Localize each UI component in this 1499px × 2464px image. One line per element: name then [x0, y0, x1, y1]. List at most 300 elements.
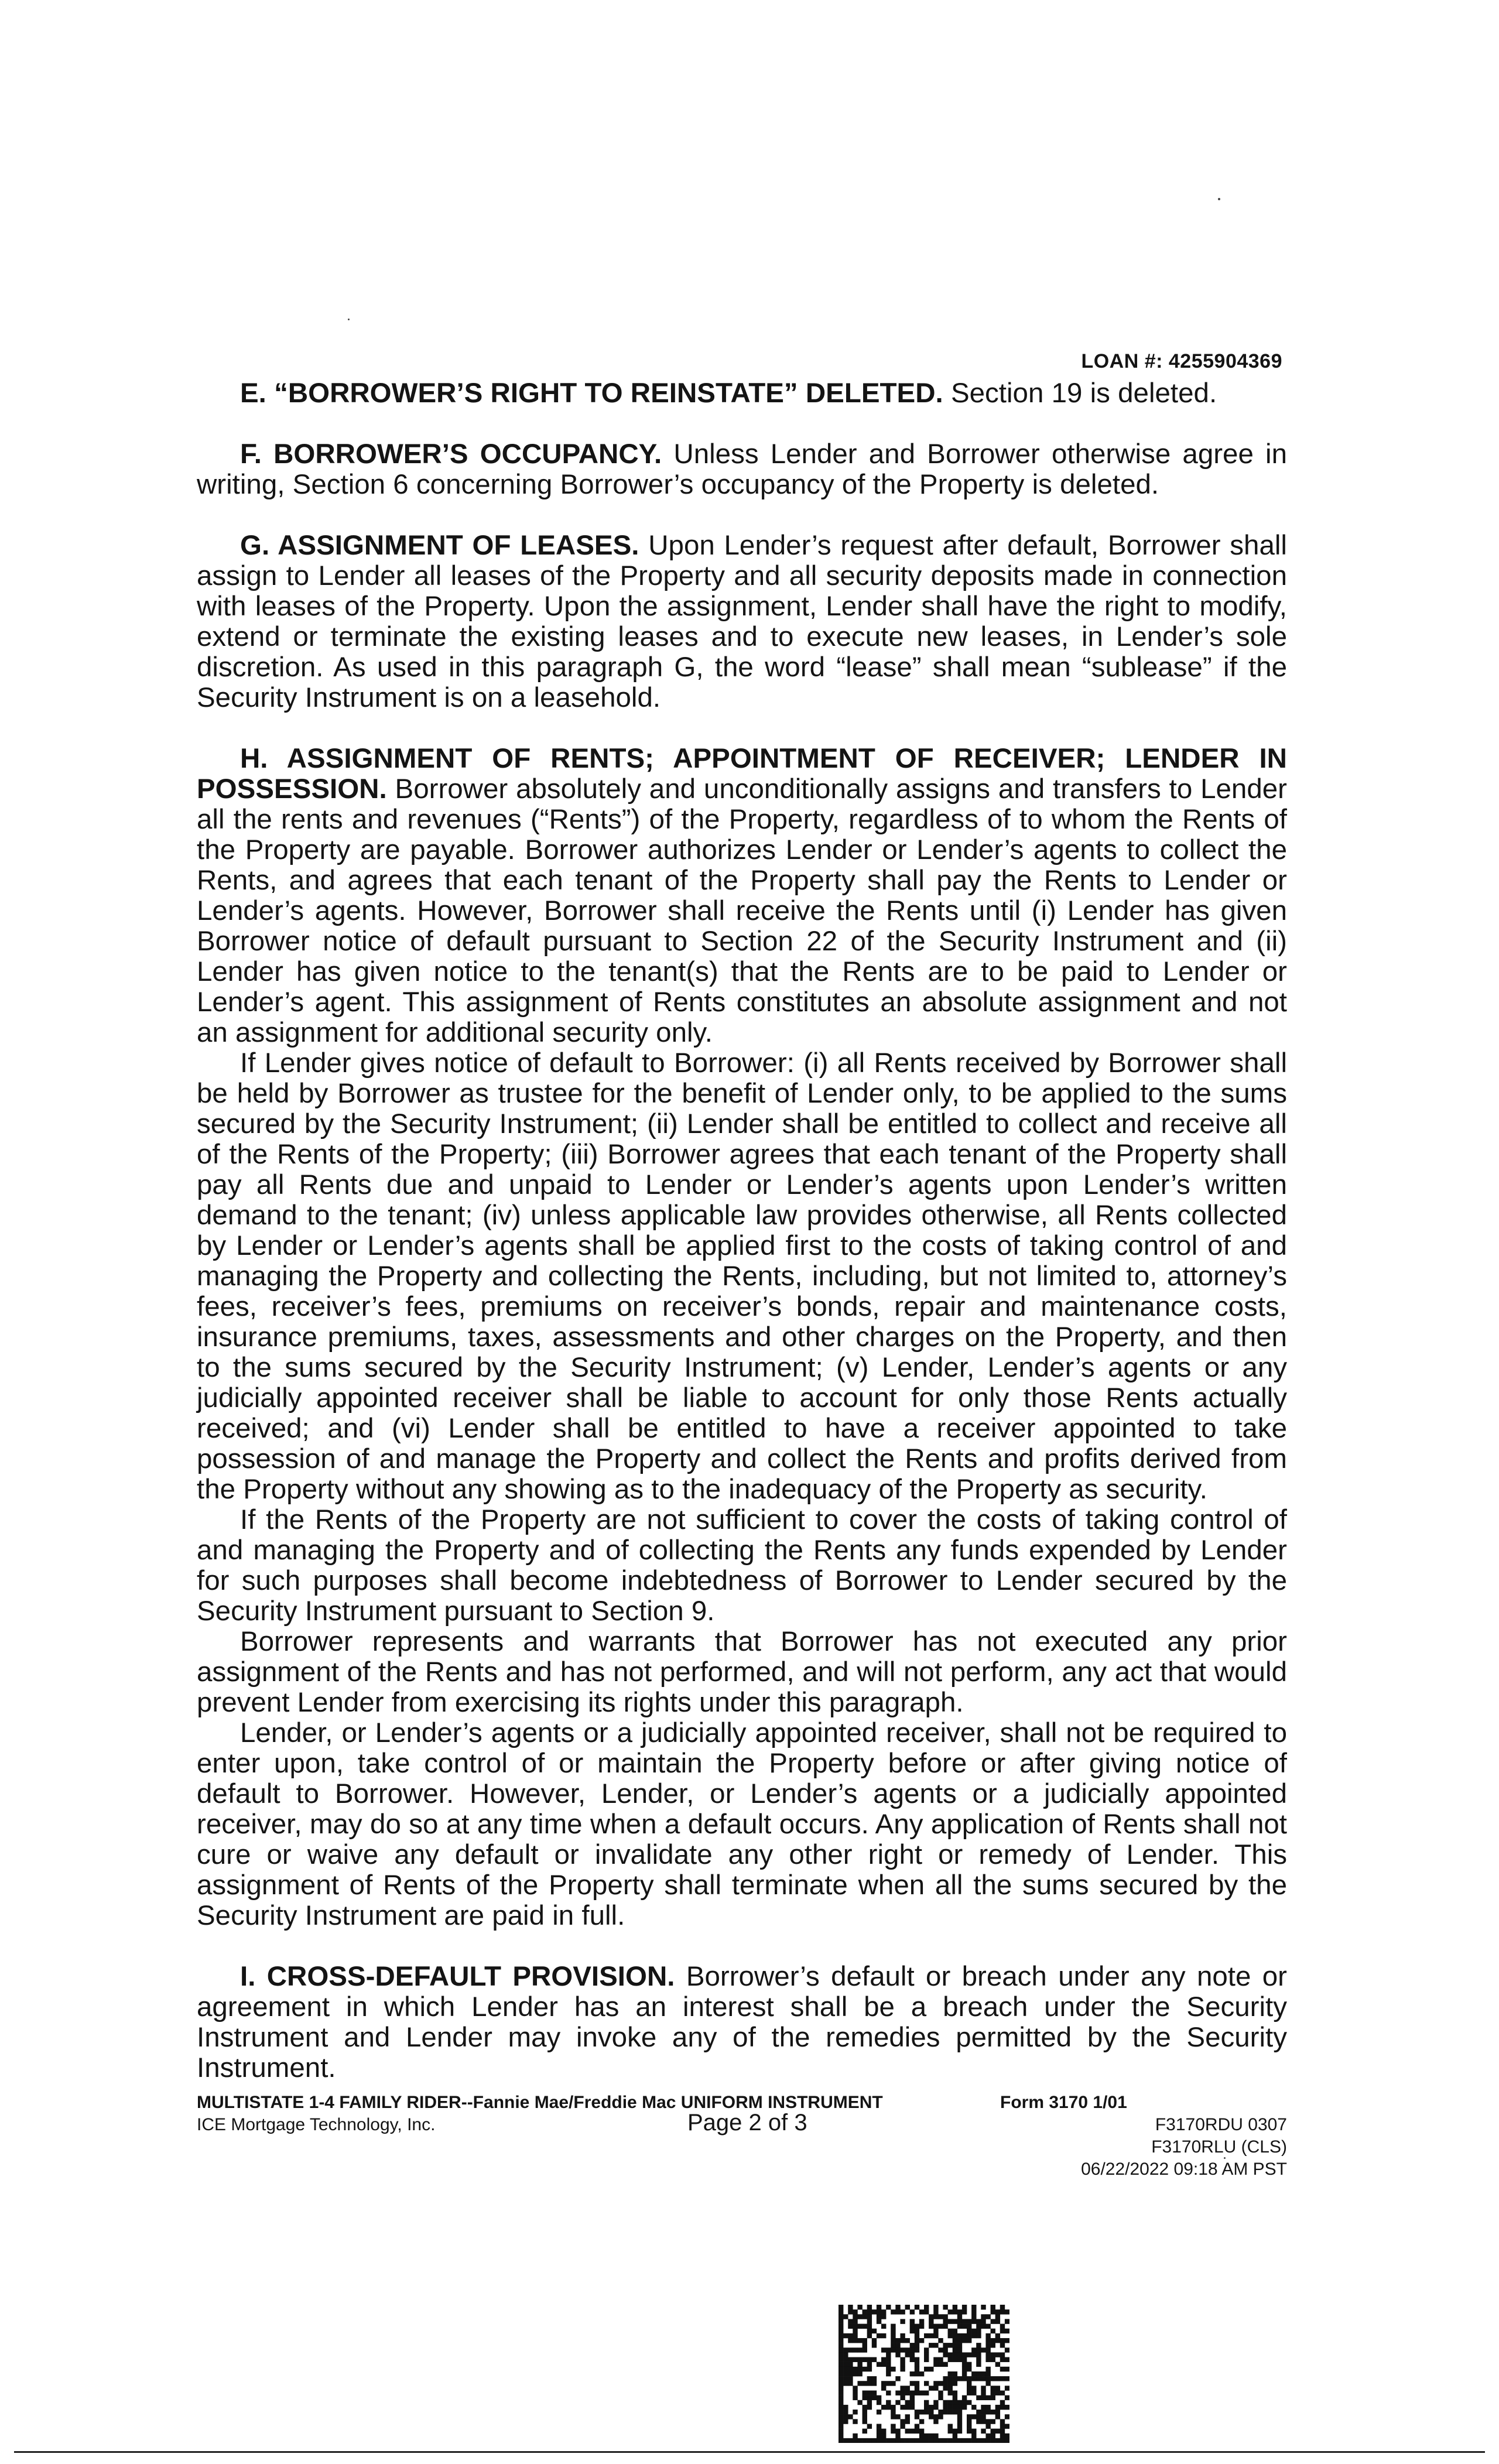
barcode-module — [910, 2400, 915, 2405]
barcode-module — [1005, 2329, 1009, 2333]
barcode-module — [953, 2429, 957, 2434]
barcode-module — [938, 2314, 943, 2319]
barcode-module — [943, 2305, 947, 2309]
barcode-module — [985, 2434, 990, 2438]
barcode-module — [867, 2324, 872, 2329]
barcode-module — [967, 2333, 971, 2338]
barcode-module — [933, 2419, 938, 2424]
barcode-module — [910, 2329, 915, 2333]
barcode-module — [971, 2333, 976, 2338]
barcode-module — [910, 2319, 915, 2323]
barcode-module — [915, 2429, 919, 2434]
barcode-module — [967, 2419, 971, 2424]
barcode-module — [905, 2352, 910, 2357]
barcode-module — [957, 2314, 962, 2319]
barcode-module — [915, 2390, 919, 2395]
barcode-module — [957, 2343, 962, 2347]
section-h-paragraph-2: If Lender gives notice of default to Borrower: (i) all Rents received by Borrower shall be held by Borrower as trustee for the benefit of Lender only, to be applied to the sums secured by the Security Instrument; (ii) Lender shall be entitled to collect and receive all of the Rents of the Property; (iii) Borrower agrees that each tenant of the Property shall pay all Rents due and unpaid to Lender or Lender’s agents upon Lender’s written demand to the tenant; (iv) unless applicable law provides otherwise, all Rents collected by Lender or Lender’s agents shall be applied first to the costs of taking control of and managing the Property and collecting the Rents, including, but not limited to, attorney’s fees, receiver’s fees, premiums on receiver’s bonds, repair and maintenance costs, insurance premiums, taxes, assessments and other charges on the Property, and then to the sums secured by the Security Instrument; (v) Lender, Lender’s agents or any judicially appointed receiver shall be liable to account for only those Rents actually received; and (vi) Lender shall be entitled to have a receiver appointed to take possession of and manage the Property and collect the Rents and profits derived from the Property without any showing as to the inadequacy of the Property as security. — [197, 1048, 1287, 1505]
barcode-module — [881, 2333, 886, 2338]
barcode-module — [877, 2314, 881, 2319]
barcode-module — [943, 2343, 947, 2347]
barcode-module — [915, 2371, 919, 2376]
barcode-module — [962, 2357, 967, 2362]
barcode-module — [929, 2434, 933, 2438]
barcode-module — [938, 2357, 943, 2362]
barcode-module — [857, 2371, 862, 2376]
barcode-module — [957, 2347, 962, 2352]
barcode-module — [938, 2338, 943, 2343]
barcode-module — [962, 2371, 967, 2376]
barcode-module — [957, 2405, 962, 2410]
barcode-module — [895, 2414, 900, 2419]
barcode-module — [957, 2376, 962, 2381]
barcode-module — [895, 2390, 900, 2395]
barcode-module — [919, 2390, 924, 2395]
barcode-module — [839, 2347, 843, 2352]
barcode-module — [895, 2376, 900, 2381]
barcode-module — [857, 2338, 862, 2343]
barcode-module — [891, 2367, 895, 2371]
barcode-module — [863, 2367, 867, 2371]
barcode-module — [848, 2324, 853, 2329]
barcode-module — [848, 2309, 853, 2314]
barcode-module — [948, 2319, 953, 2323]
barcode-module — [843, 2352, 848, 2357]
barcode-module — [924, 2309, 929, 2314]
barcode-module — [933, 2357, 938, 2362]
barcode-module — [1000, 2309, 1005, 2314]
barcode-module — [886, 2305, 891, 2309]
barcode-module — [839, 2405, 843, 2410]
barcode-module — [886, 2352, 891, 2357]
barcode-module — [905, 2338, 910, 2343]
barcode-module — [919, 2410, 924, 2414]
barcode-module — [900, 2347, 905, 2352]
barcode-module — [848, 2438, 853, 2443]
barcode-module — [948, 2405, 953, 2410]
barcode-module — [948, 2381, 953, 2386]
barcode-module — [971, 2347, 976, 2352]
barcode-module — [900, 2405, 905, 2410]
loan-number: LOAN #: 4255904369 — [1081, 350, 1282, 372]
barcode-module — [981, 2314, 985, 2319]
barcode-module — [1005, 2395, 1009, 2400]
barcode-module — [863, 2395, 867, 2400]
barcode-module — [853, 2371, 857, 2376]
barcode-module — [872, 2329, 877, 2333]
barcode-module — [848, 2362, 853, 2367]
barcode-module — [995, 2429, 1000, 2434]
barcode-module — [919, 2324, 924, 2329]
barcode-module — [895, 2309, 900, 2314]
barcode-module — [948, 2357, 953, 2362]
barcode-module — [929, 2405, 933, 2410]
barcode-module — [991, 2376, 995, 2381]
barcode-module — [891, 2410, 895, 2414]
barcode-module — [900, 2438, 905, 2443]
barcode-module — [915, 2438, 919, 2443]
barcode-module — [938, 2362, 943, 2367]
barcode-module — [877, 2434, 881, 2438]
barcode-module — [948, 2410, 953, 2414]
barcode-module — [985, 2333, 990, 2338]
barcode-module — [971, 2438, 976, 2443]
barcode-module — [872, 2395, 877, 2400]
barcode-module — [967, 2424, 971, 2428]
barcode-module — [991, 2390, 995, 2395]
barcode-module — [915, 2347, 919, 2352]
barcode-module — [839, 2381, 843, 2386]
barcode-module — [853, 2314, 857, 2319]
barcode-module — [971, 2305, 976, 2309]
barcode-module — [900, 2362, 905, 2367]
barcode-module — [962, 2324, 967, 2329]
barcode-module — [953, 2352, 957, 2357]
barcode-module — [853, 2324, 857, 2329]
barcode-module — [872, 2376, 877, 2381]
section-e-heading: E. “BORROWER’S RIGHT TO REINSTATE” DELETED. — [240, 378, 943, 409]
barcode-module — [843, 2381, 848, 2386]
barcode-module — [976, 2319, 981, 2323]
barcode-module — [839, 2319, 843, 2323]
barcode-module — [933, 2405, 938, 2410]
barcode-module — [839, 2429, 843, 2434]
footer-page-number: Page 2 of 3 — [687, 2110, 807, 2136]
barcode-module — [981, 2386, 985, 2390]
barcode-module — [895, 2347, 900, 2352]
barcode-module — [957, 2429, 962, 2434]
barcode-module — [1005, 2367, 1009, 2371]
barcode-module — [853, 2386, 857, 2390]
section-e-text: Section 19 is deleted. — [943, 378, 1217, 409]
barcode-module — [995, 2319, 1000, 2323]
barcode-module — [877, 2429, 881, 2434]
barcode-module — [953, 2400, 957, 2405]
barcode-module — [1005, 2434, 1009, 2438]
barcode-module — [848, 2367, 853, 2371]
barcode-module — [848, 2347, 853, 2352]
barcode-module — [905, 2386, 910, 2390]
barcode-module — [953, 2333, 957, 2338]
barcode-module — [839, 2395, 843, 2400]
barcode-module — [839, 2390, 843, 2395]
barcode-module — [863, 2414, 867, 2419]
barcode-module — [924, 2434, 929, 2438]
barcode-module — [971, 2352, 976, 2357]
barcode-module — [867, 2381, 872, 2386]
barcode-module — [953, 2405, 957, 2410]
barcode-module — [1005, 2405, 1009, 2410]
barcode-module — [962, 2405, 967, 2410]
barcode-module — [976, 2357, 981, 2362]
barcode-module — [839, 2376, 843, 2381]
barcode-module — [910, 2343, 915, 2347]
barcode-module — [1000, 2429, 1005, 2434]
barcode-module — [1000, 2324, 1005, 2329]
barcode-module — [943, 2376, 947, 2381]
barcode-module — [900, 2386, 905, 2390]
barcode-module — [991, 2410, 995, 2414]
barcode-module — [948, 2429, 953, 2434]
section-h-paragraph-4: Borrower represents and warrants that Borrower has not executed any prior assignment of the Rents and has not performed, and will not perform, any act that would prevent Lender from exercising its rights under this paragraph. — [197, 1626, 1287, 1718]
barcode-module — [967, 2319, 971, 2323]
barcode-module — [967, 2338, 971, 2343]
barcode-module — [839, 2438, 843, 2443]
barcode-module — [900, 2319, 905, 2323]
barcode-module — [971, 2414, 976, 2419]
barcode-module — [929, 2324, 933, 2329]
barcode-module — [848, 2319, 853, 2323]
section-i — [197, 1962, 1287, 2083]
barcode-module — [953, 2319, 957, 2323]
barcode-module — [957, 2419, 962, 2424]
barcode-module — [976, 2376, 981, 2381]
barcode-module — [1000, 2390, 1005, 2395]
barcode-module — [863, 2429, 867, 2434]
barcode-module — [895, 2400, 900, 2405]
barcode-module — [915, 2338, 919, 2343]
section-g-heading: G. ASSIGNMENT OF LEASES. — [240, 530, 639, 561]
barcode-module — [943, 2319, 947, 2323]
barcode-module — [962, 2367, 967, 2371]
barcode-module — [843, 2314, 848, 2319]
barcode-module — [881, 2362, 886, 2367]
barcode-module — [995, 2314, 1000, 2319]
barcode-module — [957, 2338, 962, 2343]
barcode-module — [985, 2314, 990, 2319]
barcode-module — [1000, 2352, 1005, 2357]
barcode-module — [929, 2414, 933, 2419]
barcode-module — [924, 2405, 929, 2410]
barcode-module — [957, 2357, 962, 2362]
barcode-module — [953, 2371, 957, 2376]
barcode-module — [1005, 2438, 1009, 2443]
barcode-module — [881, 2429, 886, 2434]
barcode-module — [881, 2438, 886, 2443]
barcode-module — [948, 2371, 953, 2376]
barcode-module — [848, 2338, 853, 2343]
barcode-module — [881, 2405, 886, 2410]
barcode-module — [962, 2352, 967, 2357]
barcode-module — [857, 2400, 862, 2405]
footer-form-title: MULTISTATE 1-4 FAMILY RIDER--Fannie Mae/Freddie Mac UNIFORM INSTRUMENT — [197, 2093, 883, 2112]
form-footer — [197, 2092, 1287, 2191]
barcode-module — [891, 2405, 895, 2410]
barcode-module — [995, 2390, 1000, 2395]
barcode-module — [839, 2338, 843, 2343]
barcode-module — [910, 2438, 915, 2443]
barcode-module — [933, 2309, 938, 2314]
barcode-module — [853, 2309, 857, 2314]
barcode-module — [953, 2305, 957, 2309]
barcode-module — [957, 2414, 962, 2419]
barcode-module — [905, 2347, 910, 2352]
barcode-module — [981, 2390, 985, 2395]
barcode-module — [886, 2405, 891, 2410]
barcode-module — [848, 2381, 853, 2386]
barcode-module — [877, 2305, 881, 2309]
barcode-module — [895, 2343, 900, 2347]
barcode-module — [919, 2371, 924, 2376]
barcode-module — [1000, 2424, 1005, 2428]
barcode-module — [1000, 2367, 1005, 2371]
barcode-module — [985, 2376, 990, 2381]
barcode-module — [981, 2419, 985, 2424]
barcode-module — [891, 2424, 895, 2428]
barcode-module — [943, 2438, 947, 2443]
barcode-module — [843, 2405, 848, 2410]
barcode-module — [933, 2434, 938, 2438]
barcode-module — [985, 2371, 990, 2376]
section-f-heading: F. BORROWER’S OCCUPANCY. — [240, 439, 662, 470]
barcode-module — [891, 2429, 895, 2434]
barcode-module — [948, 2333, 953, 2338]
barcode-module — [943, 2386, 947, 2390]
barcode-module — [877, 2309, 881, 2314]
barcode-module — [948, 2390, 953, 2395]
barcode-module — [971, 2376, 976, 2381]
barcode-module — [962, 2395, 967, 2400]
barcode-module — [910, 2324, 915, 2329]
barcode-module — [839, 2367, 843, 2371]
barcode-module — [1005, 2319, 1009, 2323]
barcode-module — [919, 2429, 924, 2434]
barcode-module — [957, 2438, 962, 2443]
barcode-module — [976, 2419, 981, 2424]
barcode-module — [962, 2305, 967, 2309]
barcode-module — [848, 2376, 853, 2381]
barcode-module — [933, 2381, 938, 2386]
barcode-module — [985, 2381, 990, 2386]
barcode-module — [924, 2347, 929, 2352]
barcode-module — [867, 2357, 872, 2362]
barcode-module — [910, 2429, 915, 2434]
barcode-module — [938, 2438, 943, 2443]
barcode-module — [877, 2319, 881, 2323]
barcode-module — [881, 2347, 886, 2352]
barcode-module — [953, 2347, 957, 2352]
barcode-module — [895, 2438, 900, 2443]
barcode-module — [953, 2410, 957, 2414]
barcode-module — [981, 2305, 985, 2309]
barcode-module — [957, 2424, 962, 2428]
barcode-module — [891, 2338, 895, 2343]
barcode-module — [891, 2324, 895, 2329]
barcode-module — [1005, 2357, 1009, 2362]
barcode-module — [905, 2438, 910, 2443]
barcode-module — [891, 2414, 895, 2419]
barcode-module — [867, 2400, 872, 2405]
barcode-module — [881, 2309, 886, 2314]
barcode-module — [910, 2357, 915, 2362]
barcode-module — [910, 2405, 915, 2410]
barcode-module — [915, 2343, 919, 2347]
barcode-module — [886, 2362, 891, 2367]
barcode-module — [886, 2381, 891, 2386]
barcode-module — [938, 2414, 943, 2419]
barcode-module — [843, 2362, 848, 2367]
section-e — [197, 378, 1287, 409]
barcode-module — [839, 2352, 843, 2357]
barcode-module — [1000, 2405, 1005, 2410]
barcode-module — [995, 2386, 1000, 2390]
barcode-module — [919, 2434, 924, 2438]
barcode-module — [872, 2357, 877, 2362]
section-h-paragraph-3: If the Rents of the Property are not sufficient to cover the costs of taking control of and managing the Property and of collecting the Rents any funds expended by Lender for such purposes shall become indebtedness of Borrower to Lender secured by the Security Instrument pursuant to Section 9. — [197, 1504, 1287, 1627]
barcode-module — [943, 2314, 947, 2319]
barcode-module — [924, 2400, 929, 2405]
barcode-module — [843, 2438, 848, 2443]
barcode-module — [891, 2343, 895, 2347]
barcode-module — [981, 2438, 985, 2443]
barcode-module — [995, 2438, 1000, 2443]
barcode-module — [900, 2333, 905, 2338]
barcode-module — [839, 2386, 843, 2390]
barcode-module — [877, 2362, 881, 2367]
barcode-module — [981, 2410, 985, 2414]
barcode-module — [971, 2329, 976, 2333]
barcode-module — [891, 2347, 895, 2352]
barcode-module — [867, 2438, 872, 2443]
barcode-module — [872, 2309, 877, 2314]
barcode-module — [933, 2386, 938, 2390]
barcode-module — [953, 2381, 957, 2386]
barcode-module — [976, 2343, 981, 2347]
barcode-module — [910, 2395, 915, 2400]
barcode-module — [910, 2352, 915, 2357]
barcode-module — [863, 2324, 867, 2329]
barcode-module — [976, 2347, 981, 2352]
barcode-module — [933, 2329, 938, 2333]
barcode-module — [929, 2314, 933, 2319]
barcode-module — [1000, 2329, 1005, 2333]
barcode-module — [971, 2386, 976, 2390]
barcode-module — [886, 2357, 891, 2362]
barcode-module — [967, 2390, 971, 2395]
barcode-module — [976, 2414, 981, 2419]
barcode-module — [985, 2338, 990, 2343]
barcode-module — [976, 2333, 981, 2338]
barcode-module — [995, 2376, 1000, 2381]
barcode-module — [863, 2347, 867, 2352]
barcode-module — [943, 2410, 947, 2414]
section-g-text: Upon Lender’s request after default, Borrower shall assign to Lender all leases of the Property and all security deposits made in connection with leases of the Property. Upon the assignment, Lender shall have the right to modify, extend or terminate the existing leases and to execute new leases, in Lender’s sole discretion. As used in this paragraph G, the word “lease” shall mean “sublease” if the Security Instrument is on a leasehold. — [197, 530, 1287, 713]
section-i-text: Borrower’s default or breach under any note or agreement in which Lender has an interest shall be a breach under the Security Instrument and Lender may invoke any of the remedies permitted by the Security Instrument. — [197, 1961, 1287, 2083]
barcode-module — [843, 2357, 848, 2362]
barcode-module — [910, 2309, 915, 2314]
barcode-module — [929, 2410, 933, 2414]
barcode-module — [1005, 2338, 1009, 2343]
barcode-module — [929, 2343, 933, 2347]
barcode-module — [839, 2333, 843, 2338]
barcode-module — [853, 2338, 857, 2343]
barcode-module — [991, 2352, 995, 2357]
barcode-module — [953, 2395, 957, 2400]
barcode-module — [929, 2319, 933, 2323]
barcode-module — [933, 2400, 938, 2405]
barcode-module — [857, 2347, 862, 2352]
section-h-text: Borrower absolutely and unconditionally assigns and transfers to Lender all the rents and revenues (“Rents”) of the Property, regardless of to whom the Rents of the Property are payable. Borrower authorizes Lender or Lender’s agents to collect the Rents, and agrees that each tenant of the Property shall pay the Rents to Lender or Lender’s agents. However, Borrower shall receive the Rents until (i) Lender has given Borrower notice of default pursuant to Section 22 of the Security Instrument and (ii) Lender has given notice to the tenant(s) that the Rents are to be paid to Lender or Lender’s agent. This assignment of Rents constitutes an absolute assignment and not an assignment for additional security only. — [197, 774, 1287, 1048]
barcode-module — [839, 2424, 843, 2428]
barcode-module — [976, 2410, 981, 2414]
barcode-module — [981, 2347, 985, 2352]
barcode-module — [953, 2338, 957, 2343]
barcode-module — [981, 2319, 985, 2323]
barcode-module — [867, 2390, 872, 2395]
barcode-module — [991, 2305, 995, 2309]
barcode-module — [853, 2333, 857, 2338]
scan-speck — [348, 319, 350, 320]
